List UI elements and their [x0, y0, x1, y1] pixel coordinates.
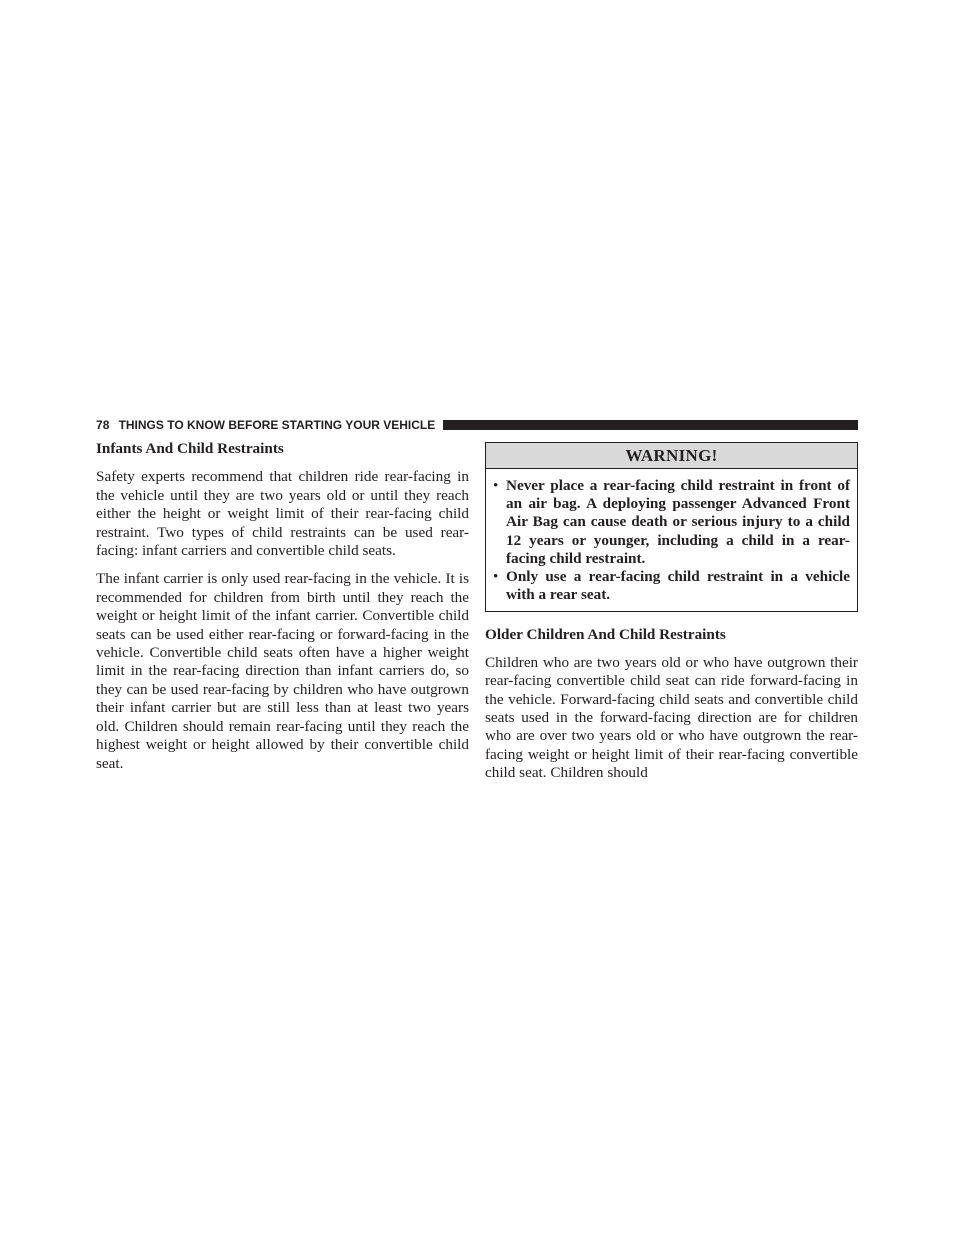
section-heading-older-children: Older Children And Child Restraints: [485, 626, 726, 644]
chapter-title: THINGS TO KNOW BEFORE STARTING YOUR VEHICLE: [118, 418, 436, 432]
section-heading-infants: Infants And Child Restraints: [96, 440, 284, 457]
paragraph-infant-carrier: The infant carrier is only used rear-facing in the vehicle. It is recommended for children from birth until they reach the weight or height limit of the infant carrier. Convertible child seats can be used either rear-facing or forward-facing in the vehicle. Convertible child seats often have a higher weight limit in the rear-facing direction than infant carriers do, so they can be used rear-facing by children who have outgrown their infant carrier but are still less than at least two years old. Children should remain rear-facing until they reach the highest weight or height allowed by their convertible child seat.: [96, 570, 469, 772]
bullet-icon: •: [493, 477, 499, 494]
warning-item: [493, 568, 850, 604]
warning-item-text: Never place a rear-facing child restraint in front of an air bag. A deploying passenger Advanced Front Air Bag can cause death or serious injury to a child 12 years or younger, including a child in a rear-facing child restraint.: [506, 477, 850, 567]
warning-box: [485, 442, 858, 612]
warning-title: WARNING!: [486, 443, 857, 469]
warning-item-text: Only use a rear-facing child restraint in a vehicle with a rear seat.: [506, 568, 850, 604]
warning-list: [486, 469, 857, 611]
page-header: [96, 416, 858, 434]
left-column: [96, 438, 469, 783]
bullet-icon: •: [493, 568, 499, 586]
paragraph-rear-facing-recommendation: Safety experts recommend that children ride rear-facing in the vehicle until they are two years old or until they reach either the height or weight limit of their rear-facing child restraint. Two types of child restraints can be used rear-facing: infant carriers and convertible child seats.: [96, 468, 469, 560]
paragraph-forward-facing: Children who are two years old or who have outgrown their rear-facing convertible child seat can ride forward-facing in the vehicle. Forward-facing child seats and convertible child seats used in the forward-facing direction are for children who are over two years old or who have outgrown the rear-facing weight or height limit of their rear-facing convertible child seat. Children should: [485, 653, 858, 782]
header-rule: [443, 420, 858, 430]
right-column: [485, 442, 858, 793]
page-number: 78: [96, 418, 110, 432]
warning-item: [493, 477, 850, 568]
